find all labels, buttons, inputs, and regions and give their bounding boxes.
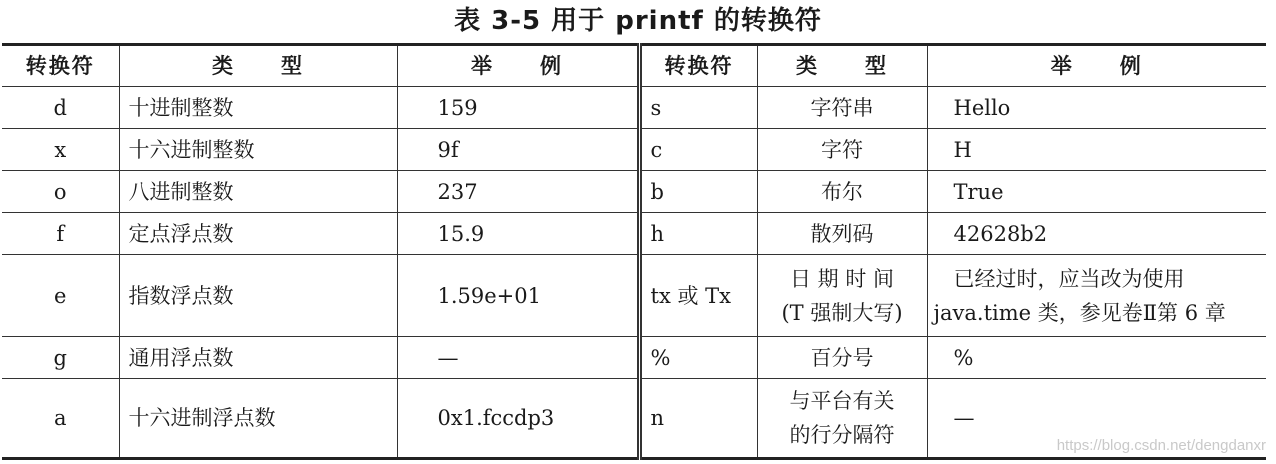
- spec-cell: g: [2, 337, 119, 379]
- spec-cell: f: [2, 213, 119, 255]
- type-cell-2: [757, 255, 927, 337]
- type-line: 日 期 时 间: [789, 266, 895, 291]
- spec-cell-2: c: [639, 129, 757, 171]
- example-cell: 1.59e+01: [397, 255, 639, 337]
- spec-cell-2: b: [639, 171, 757, 213]
- header-example: 举 例: [397, 45, 639, 87]
- table-row: [2, 171, 1266, 213]
- type-cell: 指数浮点数: [119, 255, 397, 337]
- type-cell: 八进制整数: [119, 171, 397, 213]
- type-cell: 通用浮点数: [119, 337, 397, 379]
- example-cell: —: [397, 337, 639, 379]
- spec-cell: x: [2, 129, 119, 171]
- example-cell-2: Hello: [927, 87, 1266, 129]
- type-cell-2: 布尔: [757, 171, 927, 213]
- type-cell-2: 字符: [757, 129, 927, 171]
- note-line: 已经过时，应当改为使用: [953, 266, 1185, 291]
- type-line: (T 强制大写): [781, 300, 903, 325]
- table-header-row: [2, 45, 1266, 87]
- spec-cell-2: h: [639, 213, 757, 255]
- example-cell-2: H: [927, 129, 1266, 171]
- table-row: [2, 337, 1266, 379]
- example-cell: 9f: [397, 129, 639, 171]
- type-cell: 十六进制整数: [119, 129, 397, 171]
- type-line: 的行分隔符: [789, 423, 895, 447]
- table-row: [2, 213, 1266, 255]
- table-row: [2, 87, 1266, 129]
- watermark: https://blog.csdn.net/dengdanxr: [1056, 437, 1266, 454]
- example-cell: 159: [397, 87, 639, 129]
- type-cell-2: [757, 379, 927, 459]
- type-cell-2: 字符串: [757, 87, 927, 129]
- spec-cell-2: tx 或 Tx: [639, 255, 757, 337]
- spec-cell: d: [2, 87, 119, 129]
- example-cell-2: %: [927, 337, 1266, 379]
- header-type-2: 类 型: [757, 45, 927, 87]
- type-cell-2: 散列码: [757, 213, 927, 255]
- table-caption: 表 3-5 用于 printf 的转换符: [454, 6, 822, 36]
- example-cell-2: [927, 255, 1266, 337]
- spec-cell-2: n: [639, 379, 757, 459]
- type-cell-2: 百分号: [757, 337, 927, 379]
- header-type: 类 型: [119, 45, 397, 87]
- example-cell-2: 42628b2: [927, 213, 1266, 255]
- type-line: 与平台有关: [789, 389, 895, 413]
- example-cell: 237: [397, 171, 639, 213]
- header-spec: 转换符: [2, 45, 119, 87]
- note-line: java.time 类，参见卷Ⅱ第 6 章: [933, 300, 1226, 325]
- spec-cell: o: [2, 171, 119, 213]
- example-cell-2: —: [927, 379, 1266, 459]
- example-cell-2: True: [927, 171, 1266, 213]
- spec-cell: e: [2, 255, 119, 337]
- table-row: [2, 129, 1266, 171]
- example-cell: 0x1.fccdp3: [397, 379, 639, 459]
- conversion-table: [2, 43, 1266, 460]
- type-cell: 十六进制浮点数: [119, 379, 397, 459]
- type-cell: 定点浮点数: [119, 213, 397, 255]
- example-cell: 15.9: [397, 213, 639, 255]
- spec-cell: a: [2, 379, 119, 459]
- type-cell: 十进制整数: [119, 87, 397, 129]
- spec-cell-2: s: [639, 87, 757, 129]
- table-row: [2, 255, 1266, 337]
- header-example-2: 举 例: [927, 45, 1266, 87]
- spec-cell-2: %: [639, 337, 757, 379]
- header-spec-2: 转换符: [639, 45, 757, 87]
